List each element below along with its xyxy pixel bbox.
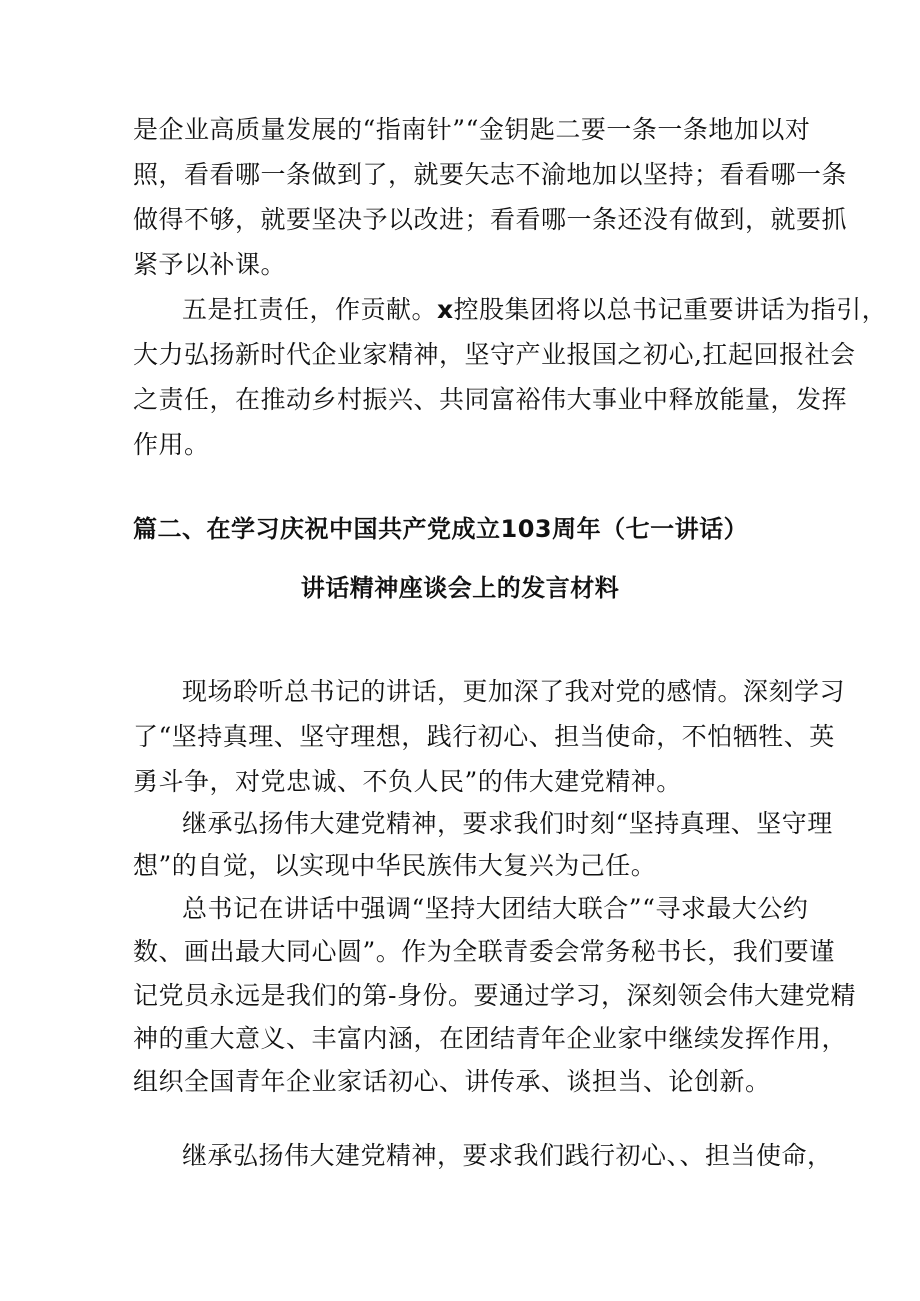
- paragraph-five-prefix: 五是扛责任，作贡献。: [182, 295, 438, 324]
- body-text-line: 是企业高质量发展的“指南针”“金钥匙二要一条一条地加以对: [133, 115, 811, 144]
- body-text-line: 照，看看哪一条做到了，就要矢志不渝地加以坚持；看看哪一条: [133, 160, 848, 189]
- body-text-line: 做得不够，就要坚决予以改进；看看哪一条还没有做到，就要抓: [133, 205, 848, 234]
- body-text-line: 勇斗争，对党忠诚、不负人民”的伟大建党精神。: [133, 767, 682, 796]
- body-text-line: 之责任，在推动乡村振兴、共同富裕伟大事业中释放能量，发挥: [133, 385, 848, 414]
- body-text-line: 数、画出最大同心圆”。作为全联青委会常务秘书长，我们要谨: [133, 937, 835, 966]
- body-text-line: 作用。: [133, 430, 210, 459]
- section-subtitle: 讲话精神座谈会上的发言材料: [300, 574, 620, 602]
- body-text-line: 了“坚持真理、坚守理想，践行初心、担当使命，不怕牺牲、英: [133, 722, 835, 751]
- body-text-line: 想”的自觉，以实现中华民族伟大复兴为己任。: [133, 851, 657, 880]
- body-text-line: 紧予以补课。: [133, 250, 287, 279]
- body-text-line: 继承弘扬伟大建党精神，要求我们时刻“坚持真理、坚守理: [182, 809, 833, 838]
- body-text-line: 现场聆听总书记的讲话，更加深了我对党的感情。深刻学习: [182, 677, 846, 706]
- section-title: 篇二、在学习庆祝中国共产党成立103周年（七一讲话）: [133, 515, 749, 543]
- paragraph-five-suffix: 控股集团将以总书记重要讲话为指引，: [453, 295, 888, 324]
- body-text-line: 神的重大意义、丰富内涵，在团结青年企业家中继续发挥作用，: [133, 1024, 848, 1053]
- body-text-line: 总书记在讲话中强调“坚持大团结大联合”“寻求最大公约: [182, 894, 809, 923]
- company-placeholder-mark: x: [437, 295, 454, 324]
- paragraph-five-first-line: [182, 294, 887, 326]
- body-text-line: 大力弘扬新时代企业家精神，坚守产业报国之初心,扛起回报社会: [133, 340, 856, 369]
- body-text-line: 记党员永远是我们的第-身份。要通过学习，深刻领会伟大建党精: [133, 981, 856, 1010]
- body-text-line: 组织全国青年企业家话初心、讲传承、谈担当、论创新。: [133, 1067, 771, 1096]
- body-text-line: 继承弘扬伟大建党精神，要求我们践行初心、、担当使命，: [182, 1141, 833, 1170]
